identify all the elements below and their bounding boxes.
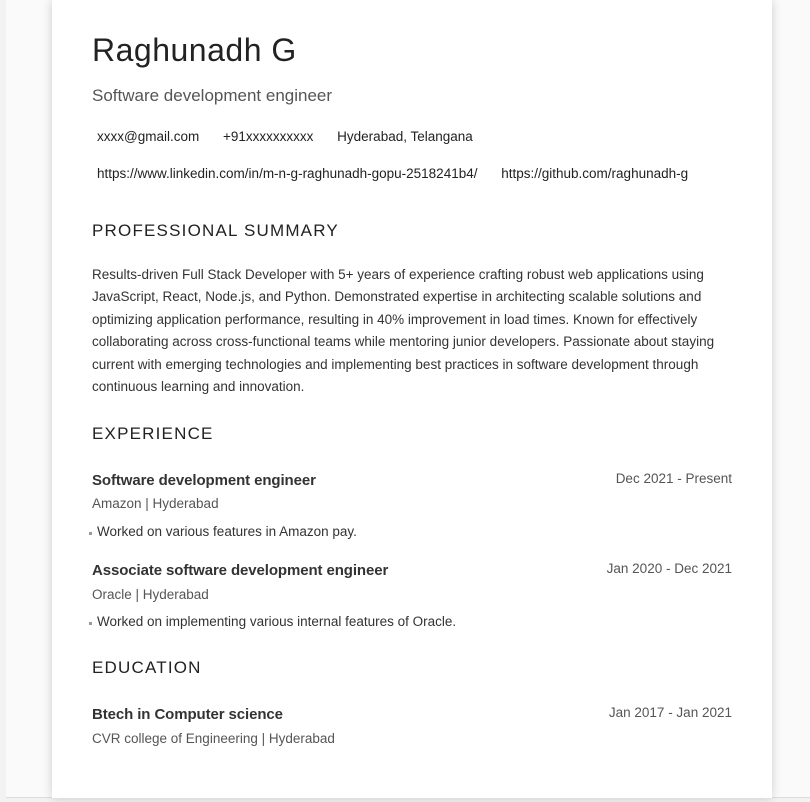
phone-number: +91xxxxxxxxxx: [223, 129, 314, 144]
page-background: [6, 0, 810, 798]
location: Hyderabad, Telangana: [337, 129, 473, 144]
candidate-headline: Software development engineer: [92, 86, 333, 105]
job-company: Amazon | Hyderabad: [92, 496, 219, 511]
contact-row-links: [97, 166, 708, 181]
bullet-dot-icon: [89, 622, 92, 625]
education-dates: Jan 2017 - Jan 2021: [608, 705, 732, 720]
job-dates: Jan 2020 - Dec 2021: [606, 561, 732, 576]
contact-row-primary: [97, 129, 493, 144]
job-company: Oracle | Hyderabad: [92, 587, 209, 602]
job-bullet: [97, 524, 357, 539]
bullet-dot-icon: [89, 532, 92, 535]
job-bullet-text: Worked on implementing various internal features of Oracle.: [97, 614, 457, 629]
job-bullet-text: Worked on various features in Amazon pay.: [97, 524, 357, 539]
resume-page: [52, 0, 772, 798]
degree-title: Btech in Computer science: [92, 706, 283, 723]
candidate-name: Raghunadh G: [92, 32, 297, 68]
job-dates: Dec 2021 - Present: [615, 471, 732, 486]
job-title: Software development engineer: [92, 472, 316, 489]
job-bullet: [97, 614, 456, 629]
job-title: Associate software development engineer: [92, 562, 389, 579]
github-link[interactable]: https://github.com/raghunadh-g: [501, 166, 689, 181]
summary-heading: PROFESSIONAL SUMMARY: [92, 221, 339, 240]
summary-text: Results-driven Full Stack Developer with 5+ years of experience crafting robust web applications using JavaScript, React, Node.js, and Python. Demonstrated expertise in architecting scalable solutions and optimizing application performance, resulting in 40% improvement in load times. Known for effectively collaborating across cross-functional teams while mentoring junior developers. Passionate about staying current with emerging technologies and implementing best practices in software development through continuous learning and innovation.: [92, 267, 715, 395]
linkedin-link[interactable]: https://www.linkedin.com/in/m-n-g-raghunadh-gopu-2518241b4/: [97, 166, 478, 181]
education-heading: EDUCATION: [92, 658, 202, 677]
experience-heading: EXPERIENCE: [92, 424, 214, 443]
school-name: CVR college of Engineering | Hyderabad: [92, 731, 335, 746]
email-link[interactable]: xxxx@gmail.com: [97, 129, 200, 144]
